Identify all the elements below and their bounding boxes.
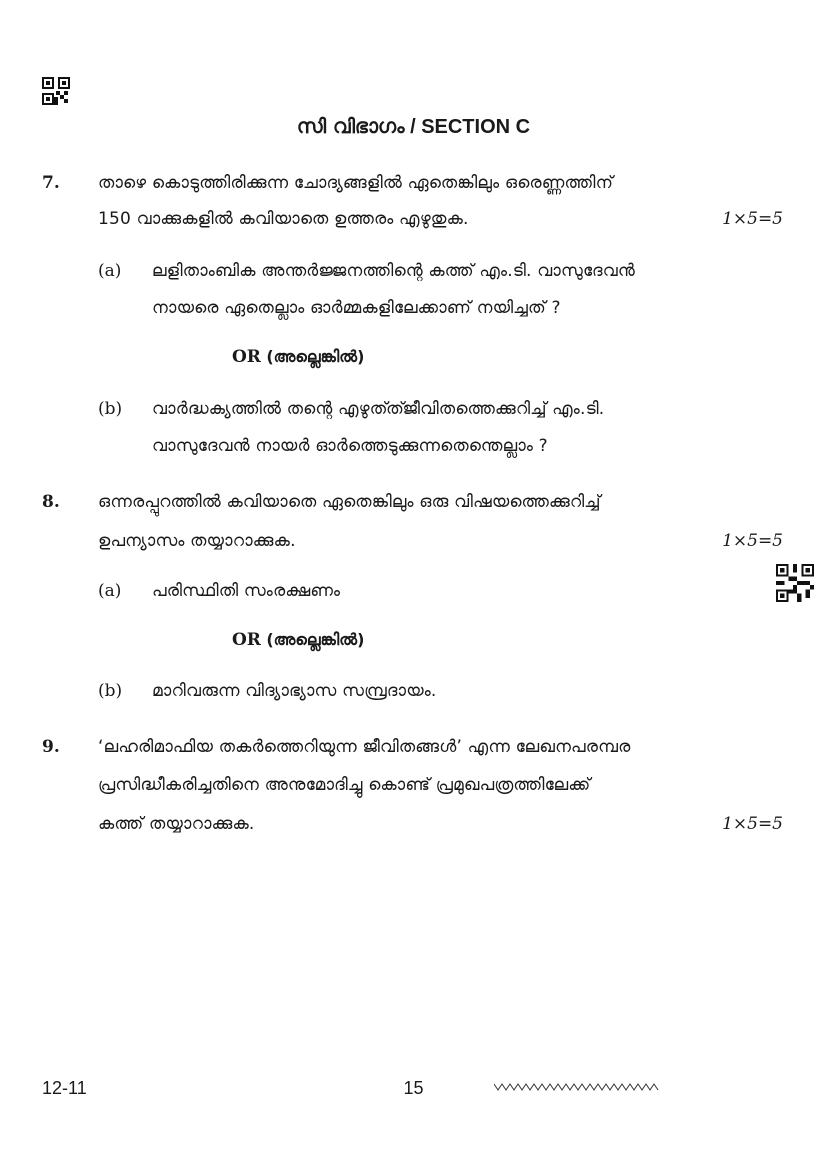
or-label-ml: (അല്ലെങ്കിൽ) [266,347,365,366]
or-separator [232,630,364,650]
question-line: പ്രസിദ്ധീകരിച്ചതിനെ അനുമോദിച്ചു കൊണ്ട് പ്രമുഖപത്രത്തിലേക്ക് [98,775,591,795]
qr-code-top [42,77,70,105]
marks-label: 1×5=5 [722,531,783,551]
option-label: (b) [98,681,123,701]
wavy-line-decoration [494,1080,662,1092]
question-line: ഉപന്യാസം തയ്യാറാക്കുക. [98,531,296,551]
option-label: (b) [98,399,123,419]
option-line: വാർദ്ധക്യത്തിൽ തന്റെ എഴുത്ത്ജീവിതത്തെക്കുറിച്ച് എം.ടി. [152,399,605,419]
or-label: OR [232,630,261,650]
question-line: 150 വാക്കുകളിൽ കവിയാതെ ഉത്തരം എഴുതുക. [98,209,469,229]
marks-label: 1×5=5 [722,209,783,229]
option-line: ലളിതാംബിക അന്തർജ്ജനത്തിന്റെ കത്ത് എം.ടി. വാസുദേവൻ [152,261,635,281]
section-title-separator: / [404,116,422,138]
option-line: പരിസ്ഥിതി സംരക്ഷണം [152,581,341,601]
option-label: (a) [98,261,122,281]
section-title-en: SECTION C [421,116,531,138]
question-line: ഒന്നരപ്പുറത്തിൽ കവിയാതെ ഏതെങ്കിലും ഒരു വിഷയത്തെക്കുറിച്ച് [98,492,601,512]
question-line: ‘ലഹരിമാഫിയ തകർത്തെറിയുന്ന ജീവിതങ്ങൾ’ എന്ന ലേഖനപരമ്പര [98,737,631,757]
qr-code-right [776,564,814,602]
option-line: നായരെ ഏതെല്ലാം ഓർമ്മകളിലേക്കാണ് നയിച്ചത് ? [152,298,561,318]
or-label-ml: (അല്ലെങ്കിൽ) [266,630,365,649]
question-number: 7. [42,173,60,193]
paper-code: 12-11 [42,1078,87,1098]
section-title-ml: സി വിഭാഗം [296,114,405,138]
section-title [0,114,827,139]
question-line: താഴെ കൊടുത്തിരിക്കുന്ന ചോദ്യങ്ങളിൽ ഏതെങ്കിലും ഒരെണ്ണത്തിന് [98,173,614,193]
option-line: വാസുദേവൻ നായർ ഓർത്തെടുക്കുന്നതെന്തെല്ലാം ? [152,436,548,456]
or-separator [232,347,364,367]
option-line: മാറിവരുന്ന വിദ്യാഭ്യാസ സമ്പ്രദായം. [152,681,437,701]
or-label: OR [232,347,261,367]
option-label: (a) [98,581,122,601]
question-number: 8. [42,492,60,512]
page-number: 15 [403,1078,424,1098]
question-line: കത്ത് തയ്യാറാക്കുക. [98,814,255,834]
marks-label: 1×5=5 [722,814,783,834]
question-number: 9. [42,737,60,757]
